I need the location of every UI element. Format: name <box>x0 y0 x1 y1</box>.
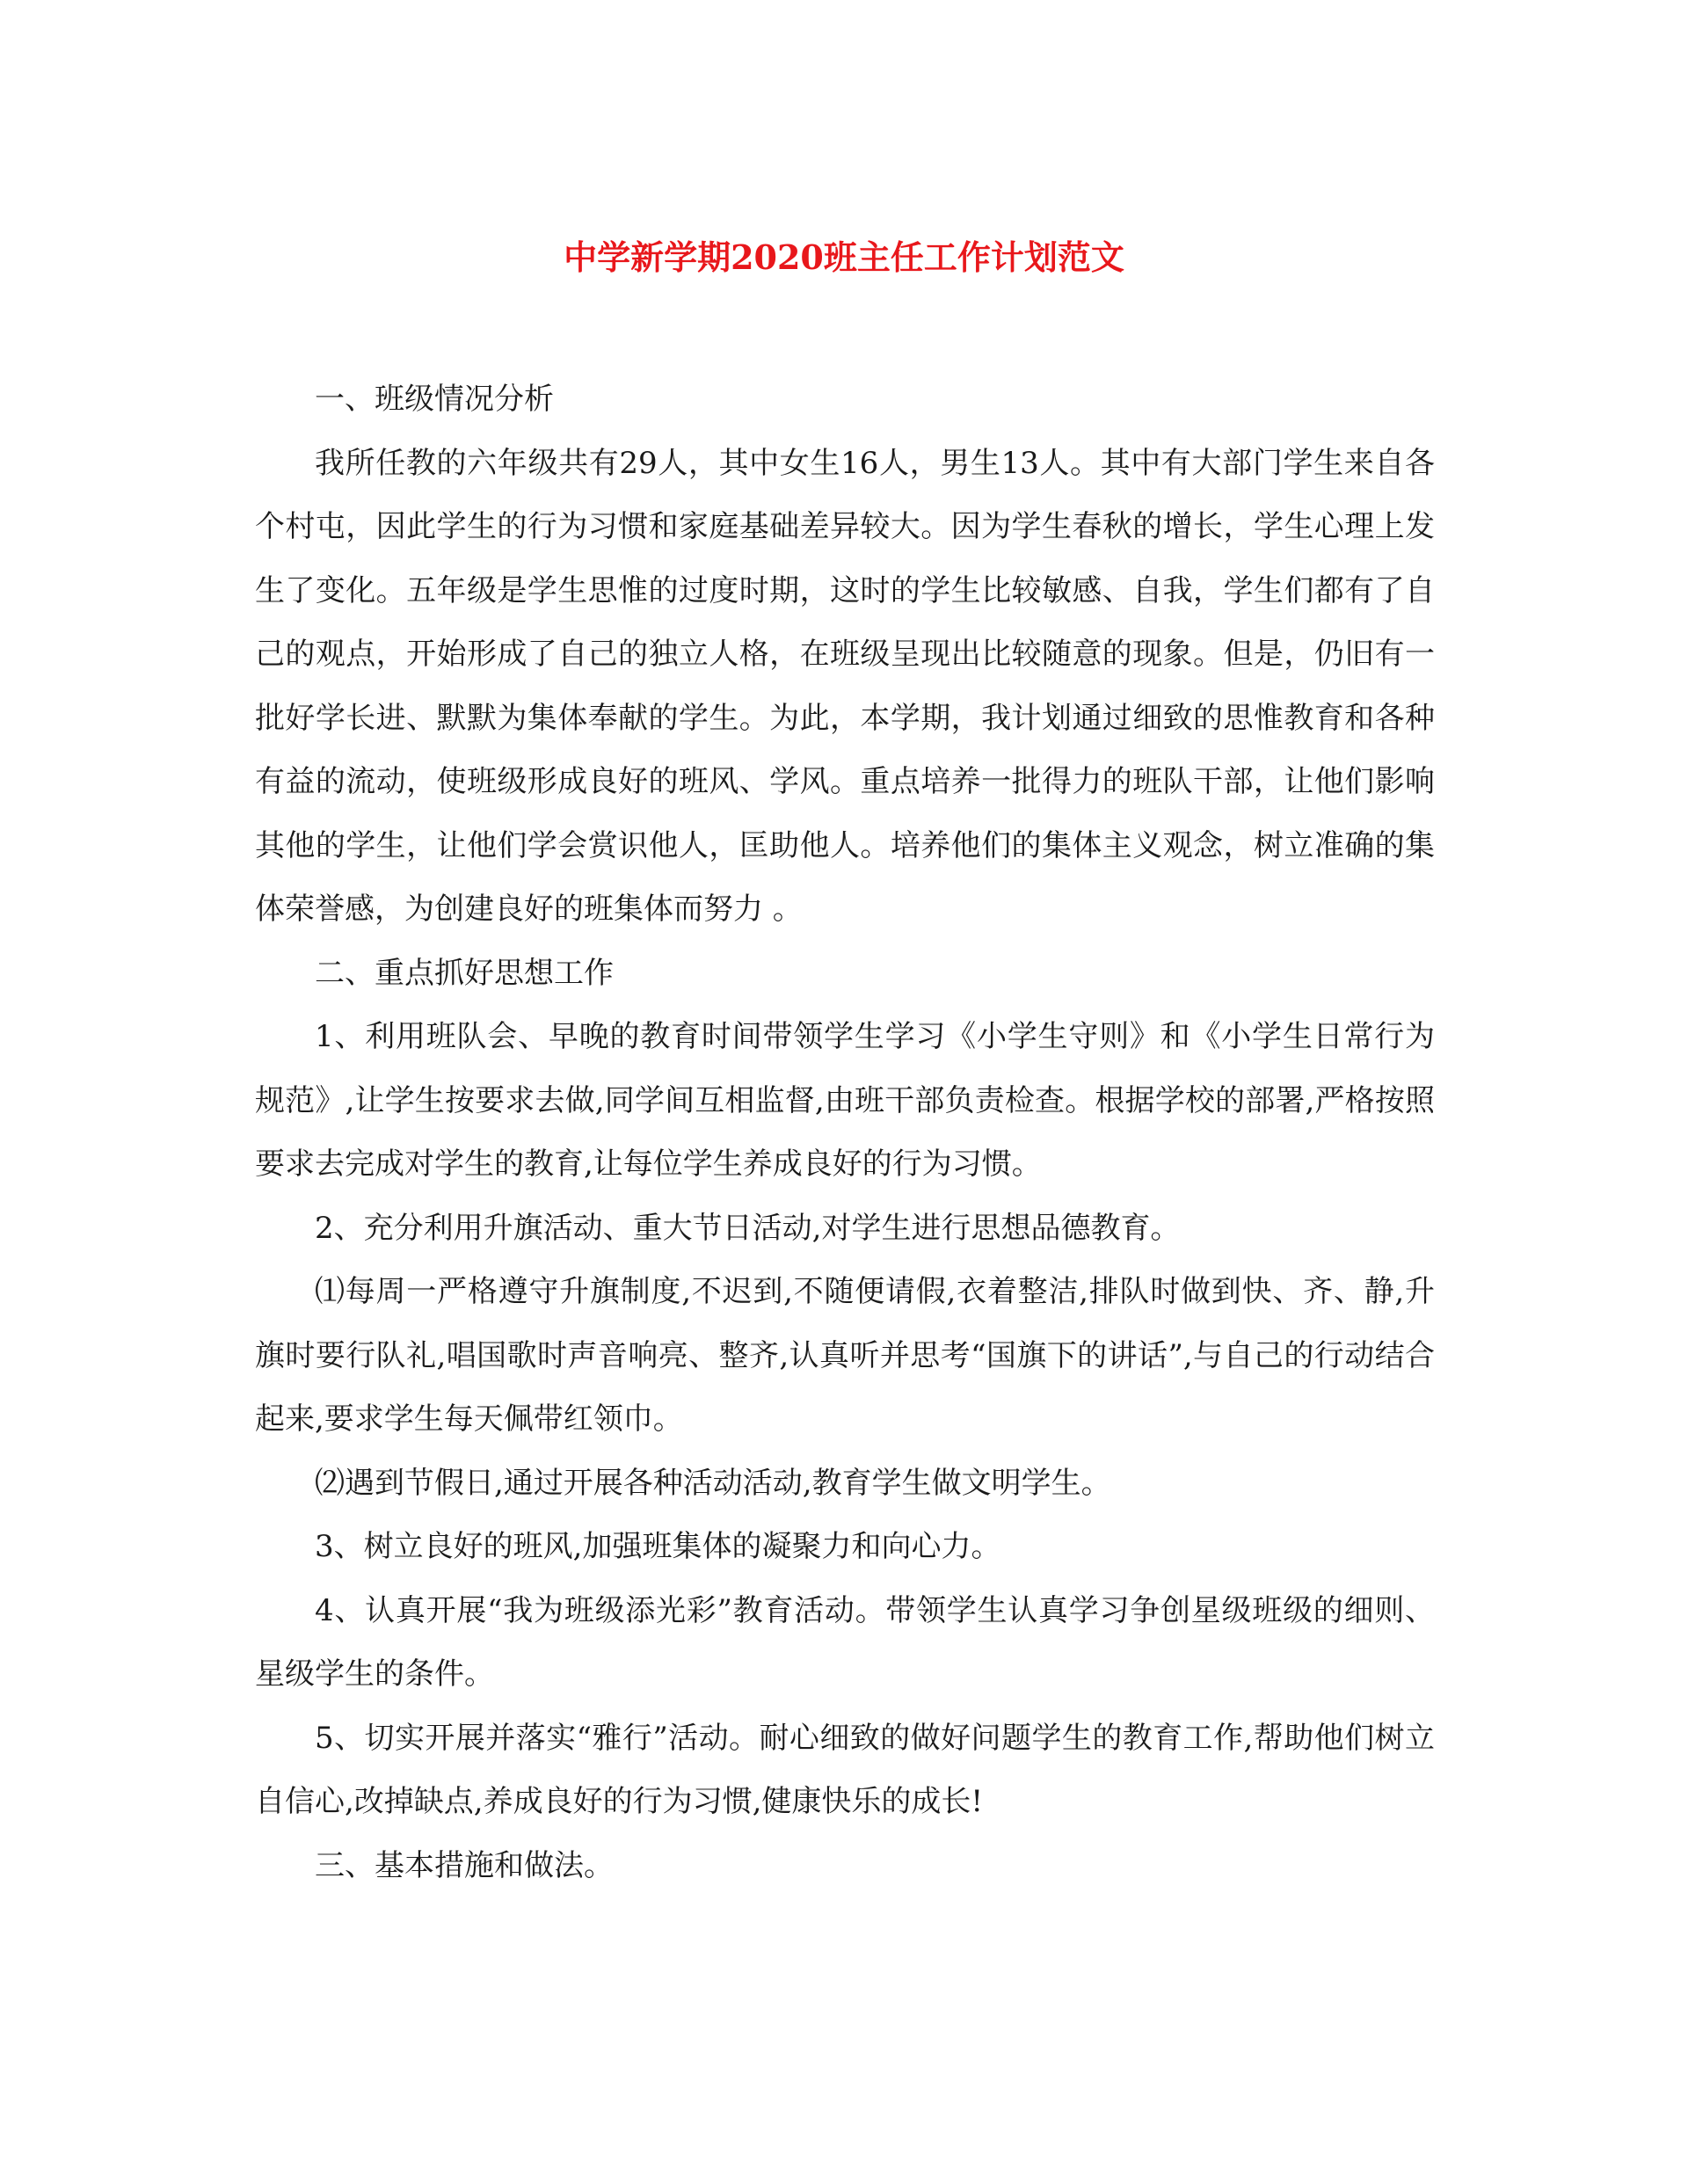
document-body <box>255 368 1435 1897</box>
section-heading-measures: 三、基本措施和做法。 <box>315 1847 614 1883</box>
section-heading-ideological-work: 二、重点抓好思想工作 <box>315 955 614 991</box>
document-title: 中学新学期2020班主任工作计划范文 <box>564 237 1124 277</box>
paragraph-subitem-1: ⑴每周一严格遵守升旗制度,不迟到,不随便请假,衣着整洁,排队时做到快、齐、静,升旗时要行队礼,唱国歌时声音响亮、整齐,认真听并思考“国旗下的讲话”,与自己的行动结合起来,要求学生每天佩带红领巾。 <box>255 1274 1435 1437</box>
paragraph-item-4: 4、认真开展“我为班级添光彩”教育活动。带领学生认真学习争创星级班级的细则、星级学生的条件。 <box>255 1592 1435 1692</box>
section-heading-class-analysis: 一、班级情况分析 <box>315 382 554 417</box>
paragraph-subitem-2: ⑵遇到节假日,通过开展各种活动活动,教育学生做文明学生。 <box>315 1465 1111 1501</box>
paragraph-item-5: 5、切实开展并落实“雅行”活动。耐心细致的做好问题学生的教育工作,帮助他们树立自信心,改掉缺点,养成良好的行为习惯,健康快乐的成长! <box>255 1720 1435 1819</box>
paragraph-item-2: 2、充分利用升旗活动、重大节日活动,对学生进行思想品德教育。 <box>315 1210 1181 1246</box>
paragraph-item-1: 1、利用班队会、早晚的教育时间带领学生学习《小学生守则》和《小学生日常行为规范》,让学生按要求去做,同学间互相监督,由班干部负责检查。根据学校的部署,严格按照要求去完成对学生的教育,让每位学生养成良好的行为习惯。 <box>255 1019 1435 1182</box>
paragraph-item-3: 3、树立良好的班风,加强班集体的凝聚力和向心力。 <box>315 1529 1001 1564</box>
paragraph-class-analysis: 我所任教的六年级共有29人，其中女生16人，男生13人。其中有大部门学生来自各个村屯，因此学生的行为习惯和家庭基础差异较大。因为学生春秋的增长，学生心理上发生了变化。五年级是学生思惟的过度时期，这时的学生比较敏感、自我，学生们都有了自己的观点，开始形成了自己的独立人格，在班级呈现出比较随意的现象。但是，仍旧有一批好学长进、默默为集体奉献的学生。为此，本学期，我计划通过细致的思惟教育和各种有益的流动，使班级形成良好的班风、学风。重点培养一批得力的班队干部，让他们影响其他的学生，让他们学会赏识他人，匡助他人。培养他们的集体主义观念，树立准确的集体荣誉感，为创建良好的班集体而努力 。 <box>255 445 1435 927</box>
